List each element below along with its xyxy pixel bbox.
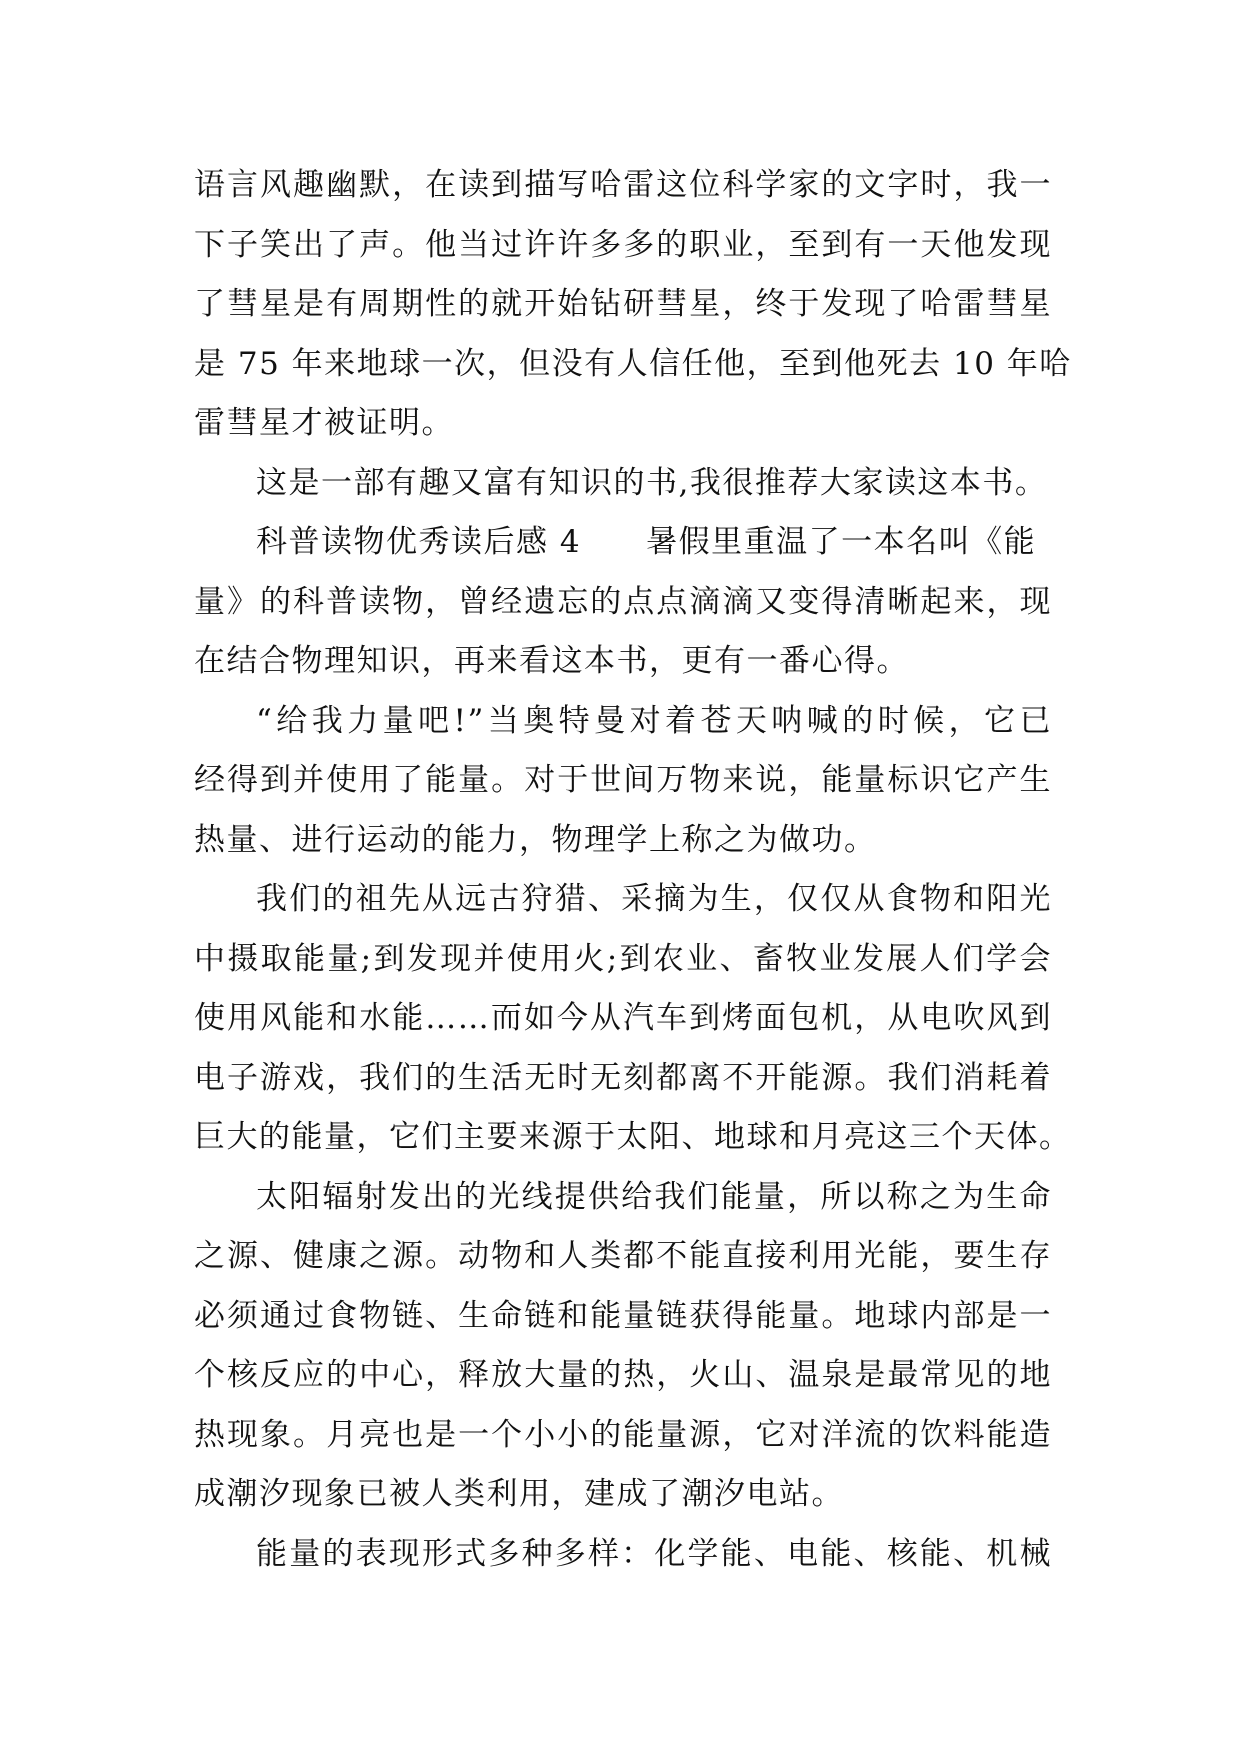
text-line: 之源、健康之源。动物和人类都不能直接利用光能，要生存	[194, 1238, 1052, 1274]
text-line: 热现象。月亮也是一个小小的能量源，它对洋流的饮料能造	[194, 1416, 1052, 1453]
text-line: 热量、进行运动的能力，物理学上称之为做功。	[194, 821, 877, 858]
text-line: 巨大的能量，它们主要来源于太阳、地球和月亮这三个天体。	[194, 1119, 1072, 1155]
text-line: 经得到并使用了能量。对于世间万物来说，能量标识它产生	[194, 762, 1052, 798]
text-line: 了彗星是有周期性的就开始钻研彗星，终于发现了哈雷彗星	[194, 286, 1052, 322]
text-line: 电子游戏，我们的生活无时无刻都离不开能源。我们消耗着	[194, 1059, 1052, 1096]
paragraph-start-line: 我们的祖先从远古狩猎、采摘为生，仅仅从食物和阳光	[256, 881, 1052, 917]
paragraph-start-line: 能量的表现形式多种多样：化学能、电能、核能、机械	[256, 1535, 1052, 1572]
section-heading-line: 科普读物优秀读后感 4 暑假里重温了一本名叫《能	[256, 524, 1037, 560]
text-line: 使用风能和水能……而如今从汽车到烤面包机，从电吹风到	[194, 1000, 1052, 1036]
text-line: 语言风趣幽默，在读到描写哈雷这位科学家的文字时，我一	[194, 167, 1052, 203]
text-line: 中摄取能量;到发现并使用火;到农业、畜牧业发展人们学会	[194, 940, 1052, 977]
text-line: 雷彗星才被证明。	[194, 405, 454, 441]
text-line: 成潮汐现象已被人类利用，建成了潮汐电站。	[194, 1476, 844, 1512]
paragraph-start-line: “给我力量吧!”当奥特曼对着苍天呐喊的时候，它已	[256, 702, 1052, 739]
text-line: 量》的科普读物，曾经遗忘的点点滴滴又变得清晰起来，现	[194, 583, 1052, 620]
text-line: 在结合物理知识，再来看这本书，更有一番心得。	[194, 643, 909, 679]
paragraph-start-line: 这是一部有趣又富有知识的书,我很推荐大家读这本书。	[256, 464, 1048, 501]
text-line: 必须通过食物链、生命链和能量链获得能量。地球内部是一	[194, 1297, 1052, 1334]
text-line: 个核反应的中心，释放大量的热，火山、温泉是最常见的地	[194, 1357, 1052, 1393]
text-line: 下子笑出了声。他当过许许多多的职业，至到有一天他发现	[194, 226, 1052, 263]
paragraph-start-line: 太阳辐射发出的光线提供给我们能量，所以称之为生命	[256, 1178, 1052, 1215]
text-line: 是 75 年来地球一次，但没有人信任他，至到他死去 10 年哈	[194, 345, 1072, 382]
document-page	[194, 156, 1072, 1584]
